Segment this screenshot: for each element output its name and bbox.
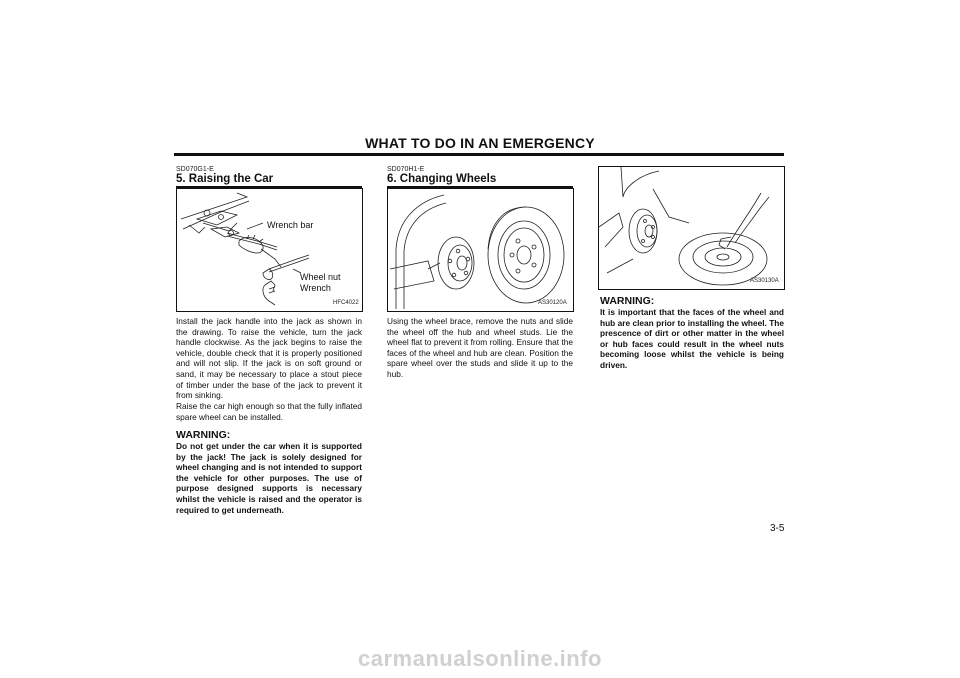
wheel-drawing	[388, 189, 573, 311]
label-wrench: Wrench	[300, 283, 331, 293]
spare-wheel-illustration	[598, 166, 785, 290]
figure-code: HFC4022	[333, 300, 359, 306]
warning-text: It is important that the faces of the wheel and hub are clean prior to installing the wheel. The prescence of dirt or other matter in the wheel or hub faces could result in the wheel nuts becoming loose whilst the vehicle is being driven.	[600, 307, 784, 370]
watermark[interactable]: carmanualsonline.info	[358, 646, 602, 671]
warning-text: Do not get under the car when it is supported by the jack! The jack is solely designed for wheel changing and is not intended to support the vehicle for other purposes. The use of purpose designed supports is necessary whilst the vehicle is raised and the operator is required to get underneath.	[176, 441, 362, 515]
raising-instructions-2: Raise the car high enough so that the fully inflated spare wheel can be installed.	[176, 401, 362, 422]
label-wheel-nut: Wheel nut	[300, 272, 341, 282]
section-heading: 6. Changing Wheels	[387, 173, 497, 185]
section-code: SD070G1-E	[176, 166, 214, 173]
label-wrench-bar: Wrench bar	[267, 220, 314, 230]
jack-drawing	[177, 189, 362, 311]
changing-wheel-illustration	[387, 188, 574, 312]
section-code: SD070H1-E	[387, 166, 425, 173]
section-heading: 5. Raising the Car	[176, 173, 274, 185]
page-title: WHAT TO DO IN AN EMERGENCY	[365, 135, 595, 151]
warning-title: WARNING:	[176, 429, 231, 441]
header-rule	[174, 153, 784, 156]
page-number: 3-5	[770, 523, 785, 534]
figure-code: AS30120A	[538, 300, 567, 306]
jack-illustration	[176, 188, 363, 312]
raising-instructions: Install the jack handle into the jack as shown in the drawing. To raise the vehicle, turn the jack handle clockwise. As the jack begins to raise the vehicle, double check that it is properly positioned and will not slip. If the jack is on soft ground or sand, it may be necessary to place a stout piece of timber under the base of the jack to prevent it from sinking.	[176, 316, 362, 401]
spare-wheel-drawing	[599, 167, 784, 289]
changing-instructions: Using the wheel brace, remove the nuts and slide the wheel off the hub and wheel studs. Lie the wheel flat to prevent it from rolling. Ensure that the faces of the wheel and hub are clean. Position the spare wheel over the studs and slide it up to the hub.	[387, 316, 573, 379]
figure-code: AS30130A	[750, 278, 779, 284]
warning-title: WARNING:	[600, 295, 655, 307]
